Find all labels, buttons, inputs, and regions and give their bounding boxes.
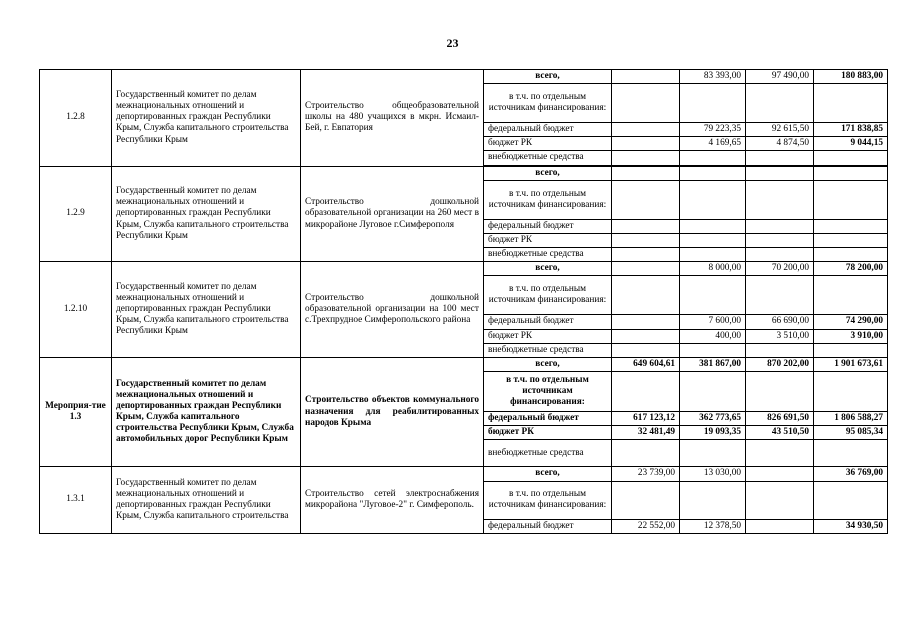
value-cell: 92 615,50 <box>746 123 814 137</box>
total-label: всего, <box>484 166 612 180</box>
value-cell: 95 085,34 <box>814 426 888 440</box>
object-cell: Строительство сетей электроснабжения микрорайона "Луговое-2" г. Симферополь. <box>301 467 484 533</box>
object-cell: Строительство дошкольной образовательной организации на 100 мест с.Трехпрудное Симферопольского района <box>301 262 484 358</box>
value-cell: 12 378,50 <box>680 519 746 533</box>
value-cell: 649 604,61 <box>612 357 680 371</box>
value-cell: 36 769,00 <box>814 467 888 481</box>
value-cell: 43 510,50 <box>746 426 814 440</box>
executor-cell: Государственный комитет по делам межнациональных отношений и депортированных граждан Республики Крым, Служба капитального строительства <box>112 467 301 533</box>
value-cell: 3 510,00 <box>746 329 814 343</box>
rk-label: бюджет РК <box>484 137 612 151</box>
row-code: 1.2.8 <box>40 70 112 167</box>
value-cell <box>612 329 680 343</box>
value-cell: 180 883,00 <box>814 70 888 84</box>
value-cell: 83 393,00 <box>680 70 746 84</box>
rk-label: бюджет РК <box>484 426 612 440</box>
federal-label: федеральный бюджет <box>484 519 612 533</box>
value-cell: 70 200,00 <box>746 262 814 276</box>
table-row <box>40 166 888 180</box>
value-cell: 19 093,35 <box>680 426 746 440</box>
page-number: 23 <box>446 36 459 50</box>
value-cell: 400,00 <box>680 329 746 343</box>
value-cell: 23 739,00 <box>612 467 680 481</box>
federal-label: федеральный бюджет <box>484 219 612 233</box>
value-cell: 79 223,35 <box>680 123 746 137</box>
table-row <box>40 357 888 371</box>
value-cell: 8 000,00 <box>680 262 746 276</box>
table-row <box>40 70 888 84</box>
incl-label: в т.ч. по отдельным источникам финансирования: <box>484 481 612 519</box>
row-code: 1.3.1 <box>40 467 112 533</box>
value-cell: 22 552,00 <box>612 519 680 533</box>
incl-label: в т.ч. по отдельным источникам финансирования: <box>484 276 612 315</box>
offbudget-label: внебюджетные средства <box>484 248 612 262</box>
federal-label: федеральный бюджет <box>484 123 612 137</box>
executor-cell: Государственный комитет по делам межнациональных отношений и депортированных граждан Республики Крым, Служба капитального строительства Республики Крым <box>112 262 301 358</box>
value-cell: 34 930,50 <box>814 519 888 533</box>
offbudget-label: внебюджетные средства <box>484 343 612 357</box>
value-cell: 171 838,85 <box>814 123 888 137</box>
object-cell: Строительство объектов коммунального назначения для реабилитированных народов Крыма <box>301 357 484 466</box>
value-cell: 381 867,00 <box>680 357 746 371</box>
total-label: всего, <box>484 467 612 481</box>
incl-label: в т.ч. по отдельным источникам финансирования: <box>484 84 612 123</box>
value-cell <box>612 123 680 137</box>
value-cell: 66 690,00 <box>746 315 814 329</box>
value-cell <box>612 315 680 329</box>
table-row <box>40 262 888 276</box>
incl-label: в т.ч. по отдельным источникам финансирования: <box>484 372 612 412</box>
offbudget-label: внебюджетные средства <box>484 440 612 467</box>
federal-label: федеральный бюджет <box>484 412 612 426</box>
row-code: 1.2.9 <box>40 166 112 262</box>
value-cell: 1 901 673,61 <box>814 357 888 371</box>
table-row <box>40 467 888 481</box>
offbudget-label: внебюджетные средства <box>484 151 612 165</box>
value-cell: 3 910,00 <box>814 329 888 343</box>
value-cell: 870 202,00 <box>746 357 814 371</box>
object-cell: Строительство дошкольной образовательной организации на 260 мест в микрорайоне Луговое г.Симферополя <box>301 166 484 262</box>
row-code: 1.2.10 <box>40 262 112 358</box>
value-cell: 617 123,12 <box>612 412 680 426</box>
total-label: всего, <box>484 70 612 84</box>
value-cell <box>612 262 680 276</box>
value-cell: 4 874,50 <box>746 137 814 151</box>
value-cell: 362 773,65 <box>680 412 746 426</box>
value-cell <box>746 519 814 533</box>
value-cell: 1 806 588,27 <box>814 412 888 426</box>
value-cell: 826 691,50 <box>746 412 814 426</box>
value-cell: 4 169,65 <box>680 137 746 151</box>
executor-cell: Государственный комитет по делам межнациональных отношений и депортированных граждан Республики Крым, Служба капитального строительства Республики Крым <box>112 70 301 167</box>
financing-table <box>39 69 888 534</box>
value-cell: 7 600,00 <box>680 315 746 329</box>
rk-label: бюджет РК <box>484 329 612 343</box>
value-cell <box>612 70 680 84</box>
row-code: Мероприя-тие 1.3 <box>40 357 112 466</box>
value-cell <box>746 467 814 481</box>
value-cell: 97 490,00 <box>746 70 814 84</box>
object-cell: Строительство общеобразовательной школы на 480 учащихся в мкрн. Исмаил-Бей, г. Евпатория <box>301 70 484 167</box>
incl-label: в т.ч. по отдельным источникам финансирования: <box>484 180 612 219</box>
value-cell: 9 044,15 <box>814 137 888 151</box>
value-cell: 13 030,00 <box>680 467 746 481</box>
value-cell: 74 290,00 <box>814 315 888 329</box>
total-label: всего, <box>484 262 612 276</box>
executor-cell: Государственный комитет по делам межнациональных отношений и депортированных граждан Республики Крым, Служба капитального строительства Республики Крым <box>112 166 301 262</box>
value-cell <box>612 137 680 151</box>
rk-label: бюджет РК <box>484 233 612 247</box>
value-cell: 78 200,00 <box>814 262 888 276</box>
total-label: всего, <box>484 357 612 371</box>
executor-cell: Государственный комитет по делам межнациональных отношений и депортированных граждан Республики Крым, Служба капитального строительства Республики Крым, Служба автомобильных дорог Республики Крым <box>112 357 301 466</box>
value-cell: 32 481,49 <box>612 426 680 440</box>
federal-label: федеральный бюджет <box>484 315 612 329</box>
